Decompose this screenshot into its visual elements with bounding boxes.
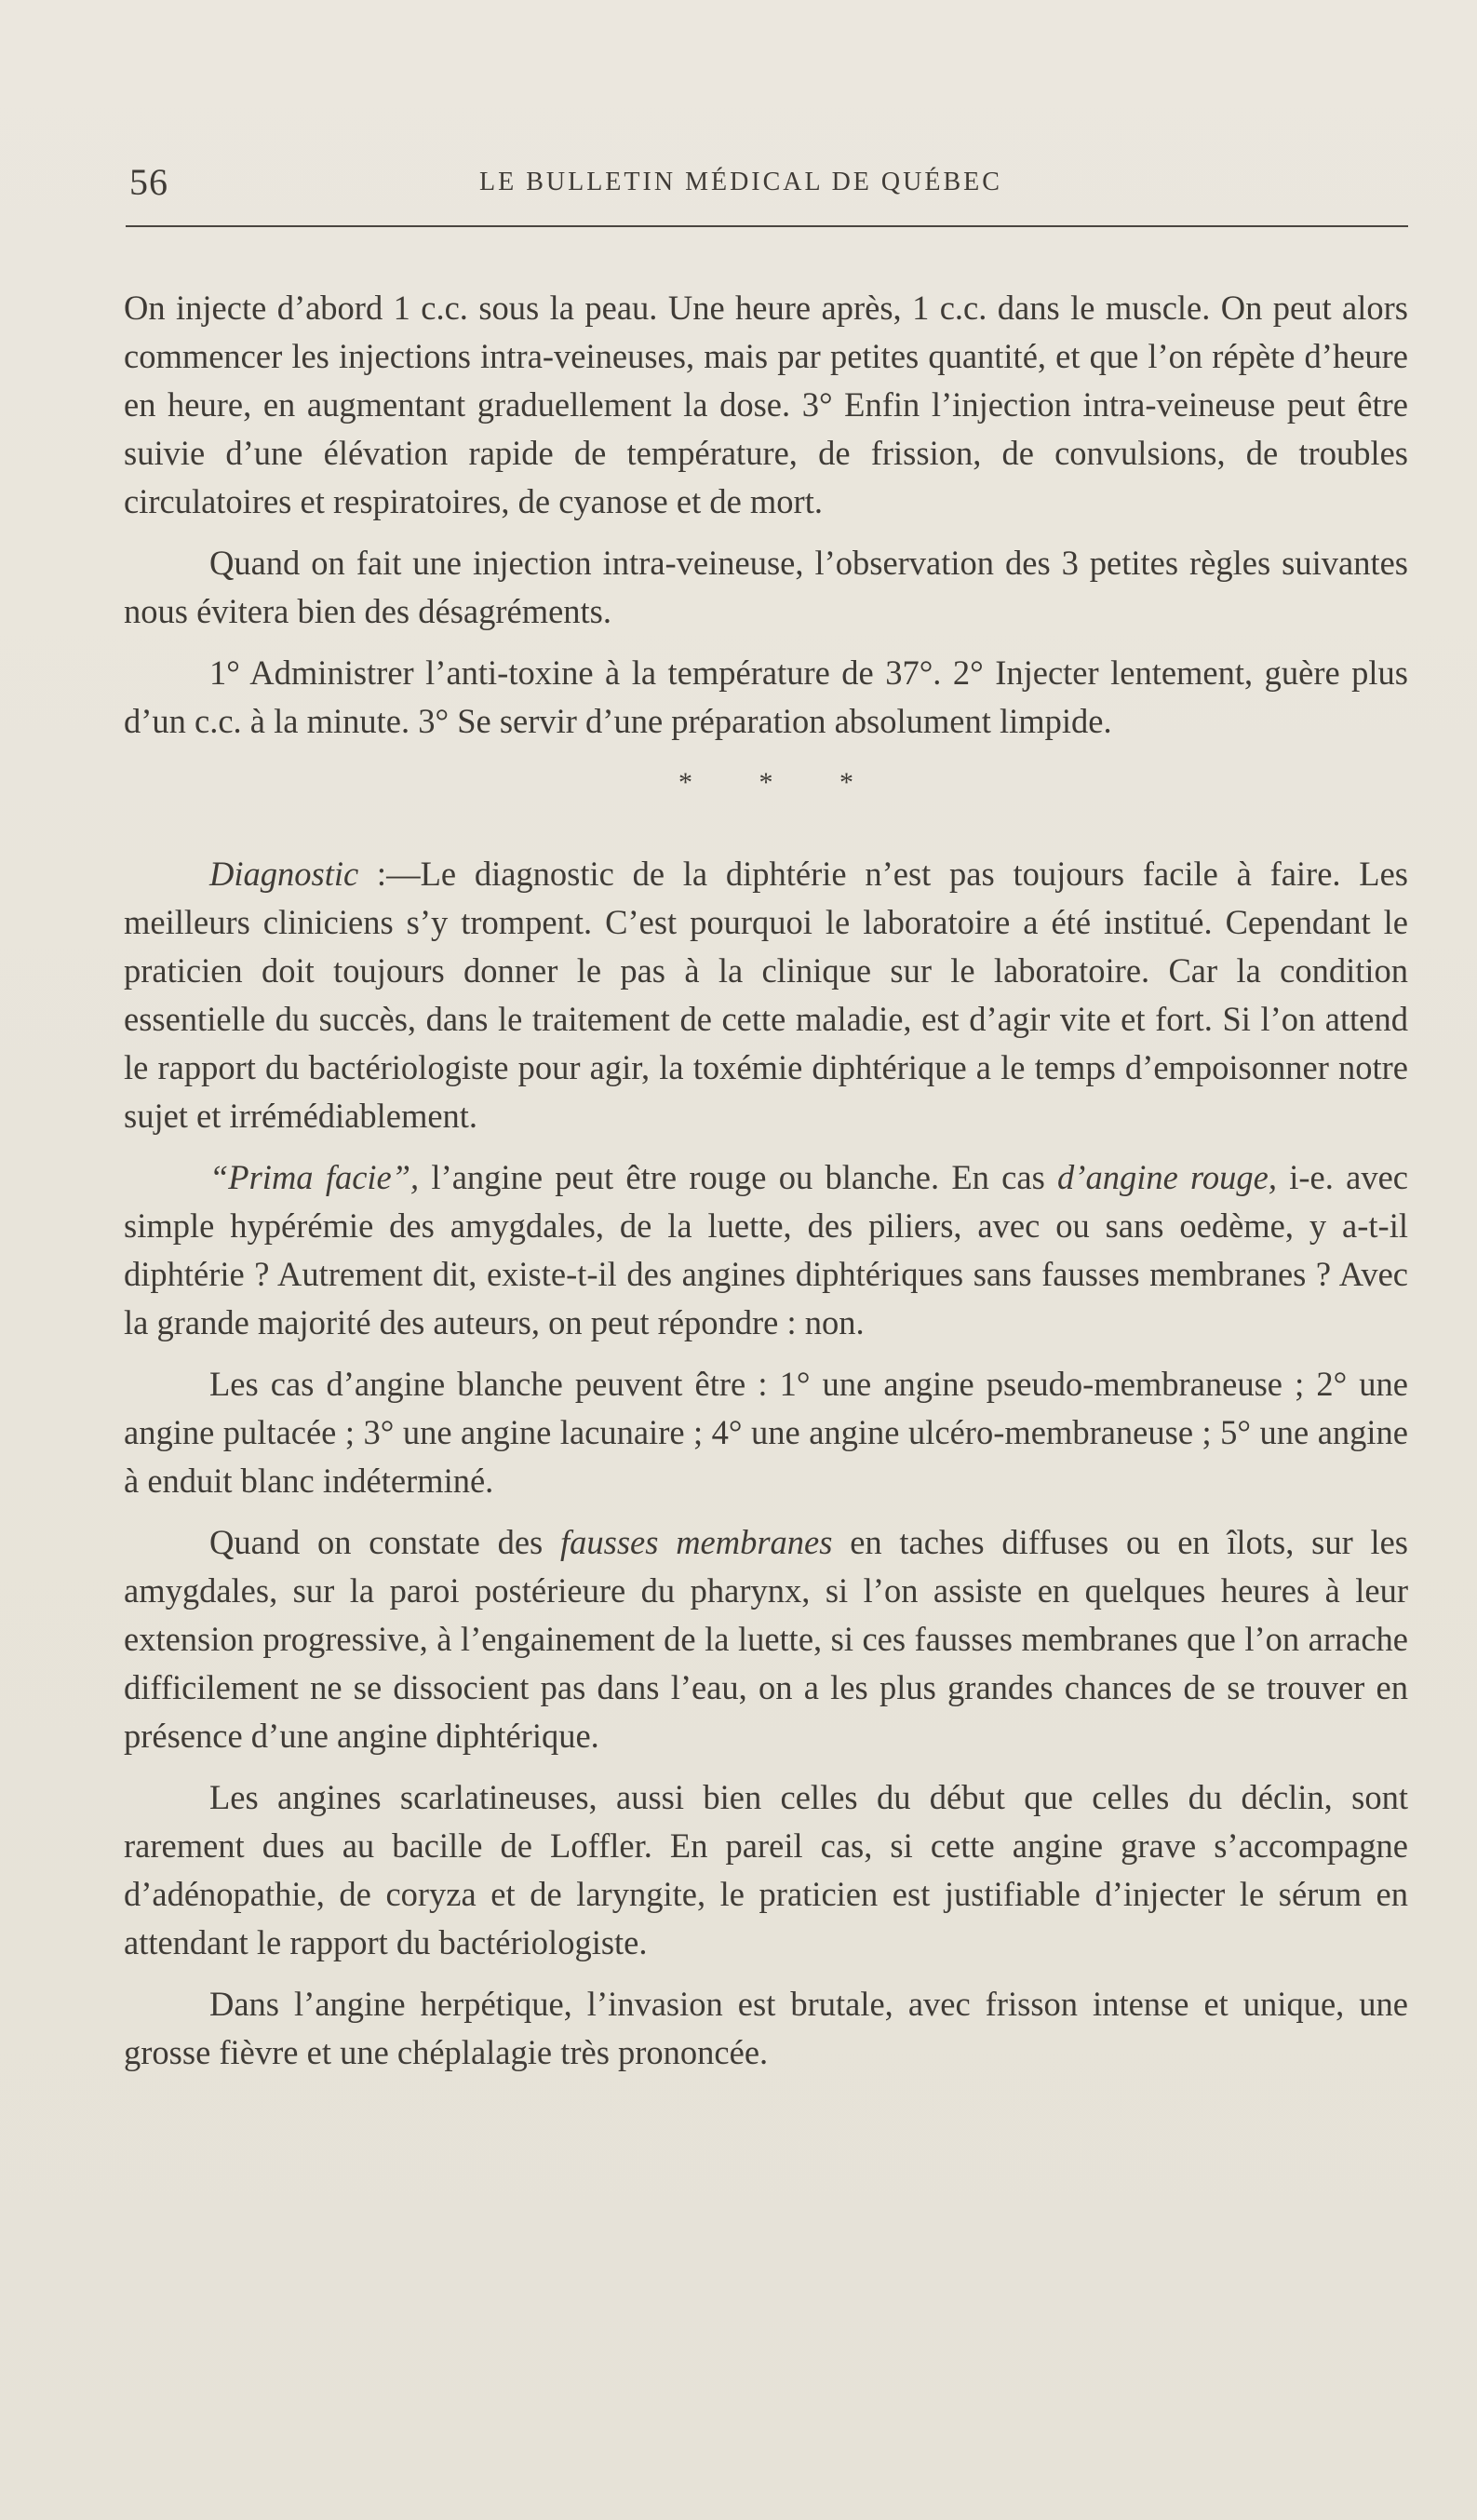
- section-separator: * * *: [678, 767, 883, 798]
- paragraph-diagnostic: [124, 850, 1408, 1140]
- paragraph-prima-facie-text-b: i-e. avec simple hypérémie des amygdales, de la luette, des piliers, avec ou sans oedème, y a-t-il diphtérie ? Autrement dit, existe-t-il des angines diphtériques sans fausses membranes ? Avec la grande majorité des auteurs, on peut répondre : non.: [124, 1158, 1408, 1341]
- prima-facie-term: “Prima facie”,: [209, 1158, 420, 1196]
- page-header: [126, 156, 1410, 212]
- paragraph-fausses-membranes: [124, 1518, 1408, 1760]
- page-number: 56: [129, 161, 168, 203]
- paragraph-angine-blanche: Les cas d’angine blanche peuvent être : 1° une angine pseudo-membraneuse ; 2° une angine pultacée ; 3° une angine lacunaire ; 4° une angine ulcéro-membraneuse ; 5° une angine à enduit blanc indéterminé.: [124, 1365, 1408, 1500]
- article-body: [124, 284, 1408, 2090]
- paragraph-fausses-membranes-text-a: Quand on constate des: [209, 1523, 560, 1561]
- header-rule: [126, 225, 1408, 227]
- angine-rouge-term: d’angine rouge,: [1057, 1158, 1277, 1196]
- paragraph-scarlatineuses: Les angines scarlatineuses, aussi bien celles du début que celles du déclin, sont rarement dues au bacille de Loffler. En pareil cas, si cette angine grave s’accompagne d’adénopathie, de coryza et de laryngite, le praticien est justifiable d’injecter le sérum en attendant le rapport du bactériologiste.: [124, 1778, 1408, 1961]
- paragraph-diagnostic-text: :—Le diagnostic de la diphtérie n’est pas toujours facile à faire. Les meilleurs cliniciens s’y trompent. C’est pourquoi le laboratoire a été institué. Cependant le praticien doit toujours donner le pas à la clinique sur le laboratoire. Car la condition essentielle du succès, dans le traitement de cette maladie, est d’agir vite et fort. Si l’on attend le rapport du bactériologiste pour agir, la toxémie diphtérique a le temps d’empoisonner notre sujet et irrémédiablement.: [124, 855, 1408, 1135]
- paragraph-prima-facie-text-a: l’angine peut être rouge ou blanche. En cas: [419, 1158, 1058, 1196]
- paragraph-3: 1° Administrer l’anti-toxine à la température de 37°. 2° Injecter lentement, guère plus d’un c.c. à la minute. 3° Se servir d’une préparation absolument limpide.: [124, 654, 1408, 740]
- paragraph-1: On injecte d’abord 1 c.c. sous la peau. Une heure après, 1 c.c. dans le muscle. On peut alors commencer les injections intra-veineuses, mais par petites quantité, et que l’on répète d’heure en heure, en augmentant graduellement la dose. 3° Enfin l’injection intra-veineuse peut être suivie d’une élévation rapide de température, de frission, de convulsions, de troubles circulatoires et respiratoires, de cyanose et de mort.: [124, 289, 1408, 520]
- diagnostic-heading: Diagnostic: [209, 855, 359, 893]
- fausses-membranes-term: fausses membranes: [560, 1523, 833, 1561]
- paragraph-2: Quand on fait une injection intra-veineuse, l’observation des 3 petites règles suivantes nous évitera bien des désagréments.: [124, 544, 1408, 630]
- running-title: LE BULLETIN MÉDICAL DE QUÉBEC: [479, 168, 1002, 196]
- paragraph-prima-facie: [124, 1153, 1408, 1347]
- paragraph-fausses-membranes-text-b: en taches diffuses ou en îlots, sur les amygdales, sur la paroi postérieure du pharynx, si l’on assiste en quelques heures à leur extension progressive, à l’engainement de la luette, si ces fausses membranes que l’on arrache difficilement ne se dissocient pas dans l’eau, on a les plus grandes chances de se trouver en présence d’une angine diphtérique.: [124, 1523, 1408, 1755]
- paragraph-herpetique: Dans l’angine herpétique, l’invasion est brutale, avec frisson intense et unique, une grosse fièvre et une chéplalagie très prononcée.: [124, 1985, 1408, 2071]
